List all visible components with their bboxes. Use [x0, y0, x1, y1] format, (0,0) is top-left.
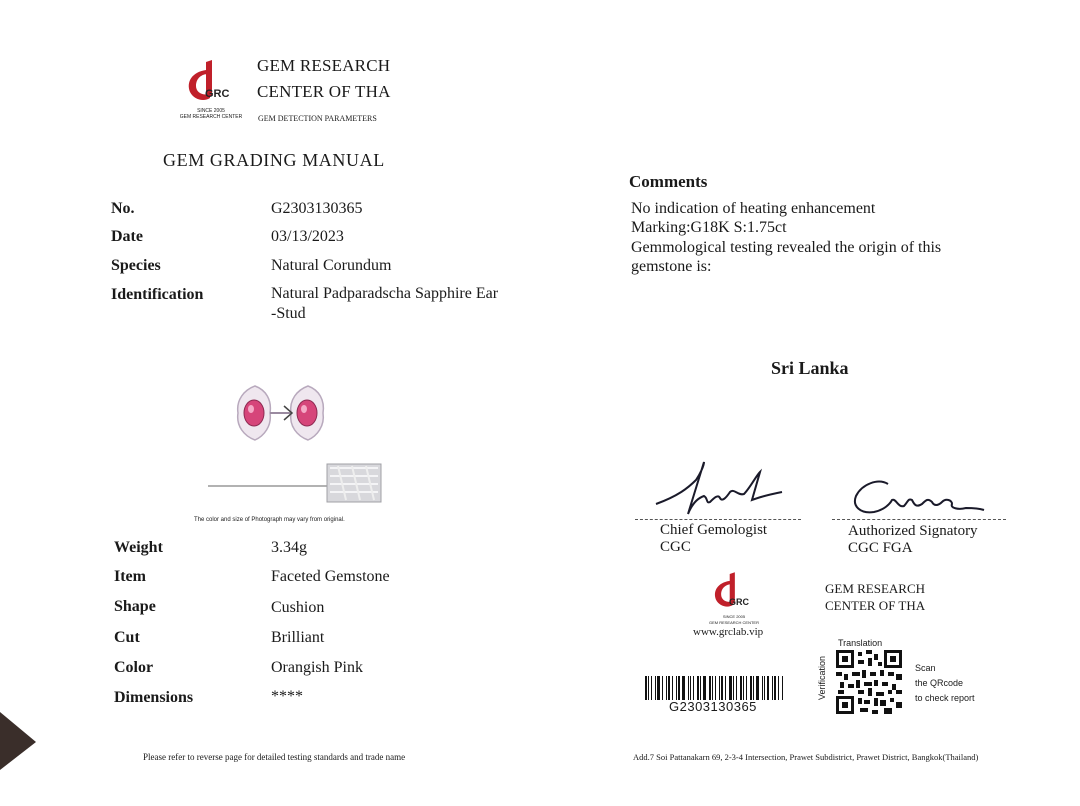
value-shape: Cushion	[271, 599, 325, 616]
barcode-bar	[778, 676, 779, 700]
website[interactable]: www.grclab.vip	[693, 626, 764, 638]
chief-signature-line	[635, 519, 801, 520]
barcode-bar	[764, 676, 765, 700]
value-no: G2303130365	[271, 200, 363, 217]
label-date: Date	[111, 228, 143, 245]
barcode-bar	[693, 676, 694, 700]
barcode-bar	[721, 676, 723, 700]
footer-logo-since: SINCE 2005	[722, 614, 746, 619]
label-cut: Cut	[114, 629, 140, 646]
barcode-bar	[666, 676, 667, 700]
scan-line-3: to check report	[915, 693, 975, 703]
chief-signature	[648, 458, 788, 520]
barcode-bar	[662, 676, 663, 700]
logo-letters: GRC	[205, 88, 230, 100]
chief-org: CGC	[660, 539, 691, 555]
barcode-bar	[682, 676, 685, 700]
barcode-bar	[715, 676, 716, 700]
barcode-bar	[746, 676, 747, 700]
label-no: No.	[111, 200, 135, 217]
barcode-bar	[703, 676, 706, 700]
value-cut: Brilliant	[271, 629, 325, 646]
label-shape: Shape	[114, 598, 156, 615]
grc-logo-icon	[176, 58, 246, 108]
barcode-bar	[690, 676, 691, 700]
barcode-bar	[648, 676, 649, 700]
barcode-bar	[645, 676, 647, 700]
footer-logo-center: GEM RESEARCH CENTER	[708, 620, 759, 625]
value-species: Natural Corundum	[271, 257, 392, 274]
barcode-bar	[668, 676, 670, 700]
scan-line-1: Scan	[915, 663, 936, 673]
comments-heading: Comments	[629, 172, 708, 191]
barcode-bar	[740, 676, 742, 700]
handwritten-signature-right	[848, 474, 988, 520]
value-color: Orangish Pink	[271, 659, 363, 676]
photo-caption: The color and size of Photograph may vary from original.	[194, 517, 345, 523]
scan-line-2: the QRcode	[915, 678, 964, 688]
grc-logo-icon-small	[704, 570, 764, 614]
comment-line-1: No indication of heating enhancement	[631, 200, 876, 217]
barcode-bar	[782, 676, 783, 700]
barcode-number: G2303130365	[669, 699, 757, 714]
barcode-bar	[651, 676, 652, 700]
chief-title: Chief Gemologist	[660, 522, 768, 538]
origin-value: Sri Lanka	[771, 358, 849, 378]
header-logo	[176, 58, 246, 124]
barcode-bar	[767, 676, 769, 700]
barcode-bar	[709, 676, 711, 700]
footer-logo-letters: GRC	[729, 597, 749, 607]
barcode-bar	[712, 676, 713, 700]
org-name-line1: GEM RESEARCH	[257, 56, 391, 75]
barcode-bar	[697, 676, 699, 700]
footer-note: Please refer to reverse page for detailed testing standards and trade name	[143, 752, 406, 762]
footer-org-line2: CENTER OF THA	[825, 598, 926, 613]
barcode-bar	[774, 676, 776, 700]
qr-translation-label: Translation	[838, 638, 883, 648]
barcode-bar	[676, 676, 677, 700]
value-identification-cont: -Stud	[271, 305, 306, 322]
barcode-bar	[725, 676, 726, 700]
authorized-signature	[848, 474, 988, 520]
barcode-bar	[700, 676, 701, 700]
barcode-bar	[736, 676, 737, 700]
label-species: Species	[111, 257, 161, 274]
barcode-bar	[657, 676, 660, 700]
barcode-bar	[762, 676, 763, 700]
barcode-bar	[756, 676, 759, 700]
barcode	[645, 676, 785, 700]
barcode-bar	[772, 676, 773, 700]
earring-image-icon	[200, 378, 390, 508]
handwritten-signature-left	[648, 458, 788, 520]
org-name-line2: CENTER OF THA	[257, 82, 391, 101]
label-identification: Identification	[111, 286, 204, 303]
authorized-org: CGC FGA	[848, 540, 913, 556]
address: Add.7 Soi Pattanakarn 69, 2-3-4 Intersection, Prawet Subdistrict, Prawet District, Bangkok(Thailand)	[633, 752, 979, 762]
barcode-bar	[750, 676, 752, 700]
label-color: Color	[114, 659, 154, 676]
qr-code[interactable]	[836, 650, 902, 714]
authorized-title: Authorized Signatory	[848, 523, 978, 539]
label-weight: Weight	[114, 539, 163, 556]
corner-shadow	[0, 706, 40, 776]
barcode-bar	[655, 676, 656, 700]
barcode-bar	[672, 676, 673, 700]
gem-photo	[200, 378, 390, 508]
comment-line-4: gemstone is:	[631, 258, 712, 275]
value-date: 03/13/2023	[271, 228, 344, 245]
barcode-bar	[743, 676, 744, 700]
barcode-bar	[678, 676, 680, 700]
barcode-bar	[729, 676, 732, 700]
footer-logo	[704, 570, 764, 630]
authorized-signature-line	[832, 519, 1006, 520]
logo-center-name: GEM RESEARCH CENTER	[179, 114, 243, 120]
org-subtitle: GEM DETECTION PARAMETERS	[258, 114, 377, 123]
value-item: Faceted Gemstone	[271, 568, 390, 585]
comment-line-3: Gemmological testing revealed the origin of this	[631, 239, 942, 256]
value-identification: Natural Padparadscha Sapphire Ear	[271, 285, 499, 302]
value-weight: 3.34g	[271, 539, 307, 556]
barcode-bar	[719, 676, 720, 700]
qr-code-icon	[836, 650, 902, 714]
label-dimensions: Dimensions	[114, 689, 194, 706]
barcode-bar	[688, 676, 689, 700]
document-title: GEM GRADING MANUAL	[163, 150, 385, 170]
barcode-bar	[733, 676, 734, 700]
value-dimensions: ****	[271, 688, 303, 705]
footer-org-line1: GEM RESEARCH	[825, 581, 926, 596]
qr-verification-label: Verification	[817, 655, 827, 701]
comment-line-2: Marking:G18K S:1.75ct	[631, 219, 787, 236]
logo-since: SINCE 2005	[197, 108, 225, 114]
label-item: Item	[114, 568, 146, 585]
barcode-bar	[753, 676, 754, 700]
